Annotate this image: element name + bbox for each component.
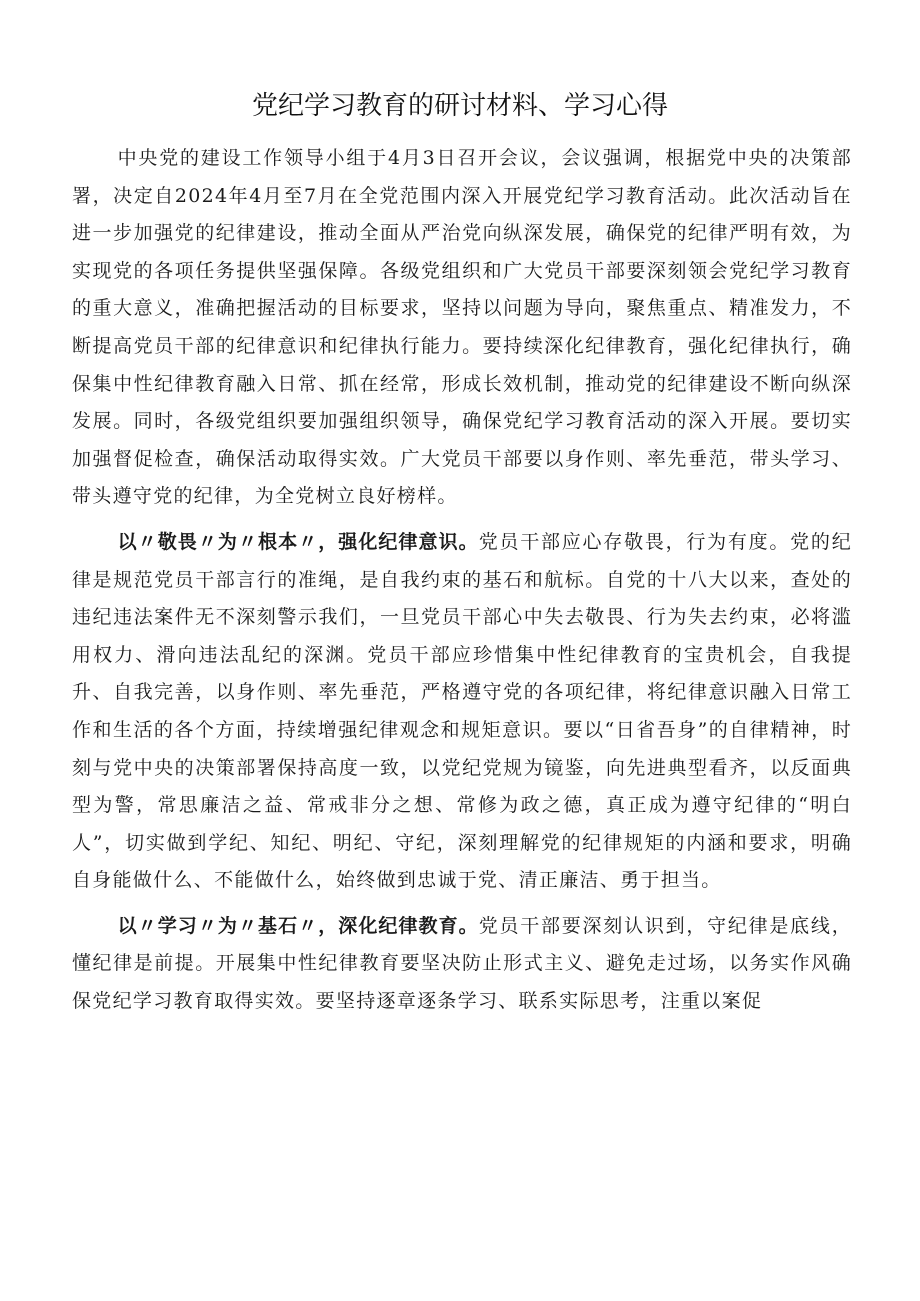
paragraph-lead-heading: 以〃学习〃为〃基石〃，深化纪律教育。 [117, 914, 479, 937]
paragraph-text: 中央党的建设工作领导小组于4月3日召开会议，会议强调，根据党中央的决策部署，决定自2024年4月至7月在全党范围内深入开展党纪学习教育活动。此次活动旨在进一步加强党的纪律建设，推动全面从严治党向纵深发展，确保党的纪律严明有效，为实现党的各项任务提供坚强保障。各级党组织和广大党员干部要深刻领会党纪学习教育的重大意义，准确把握活动的目标要求，坚持以问题为导向，聚焦重点、精准发力，不断提高党员干部的纪律意识和纪律执行能力。要持续深化纪律教育，强化纪律执行，确保集中性纪律教育融入日常、抓在经常，形成长效机制，推动党的纪律建设不断向纵深发展。同时，各级党组织要加强组织领导，确保党纪学习教育活动的深入开展。要切实加强督促检查，确保活动取得实效。广大党员干部要以身作则、率先垂范，带头学习、带头遵守党的纪律，为全党树立良好榜样。 [72, 147, 852, 508]
paragraph-text: 党员干部应心存敬畏，行为有度。党的纪律是规范党员干部言行的准绳，是自我约束的基石和航标。自党的十八大以来，查处的违纪违法案件无不深刻警示我们，一旦党员干部心中失去敬畏、行为失去约束，必将滥用权力、滑向违法乱纪的深渊。党员干部应珍惜集中性纪律教育的宝贵机会，自我提升、自我完善，以身作则、率先垂范，严格遵守党的各项纪律，将纪律意识融入日常工作和生活的各个方面，持续增强纪律观念和规矩意识。要以“日省吾身”的自律精神，时刻与党中央的决策部署保持高度一致，以党纪党规为镜鉴，向先进典型看齐，以反面典型为警，常思廉洁之益、常戒非分之想、常修为政之德，真正成为遵守纪律的“明白人”，切实做到学纪、知纪、明纪、守纪，深刻理解党的纪律规矩的内涵和要求，明确自身能做什么、不能做什么，始终做到忠诚于党、清正廉洁、勇于担当。 [72, 530, 852, 892]
document-body [72, 140, 852, 1029]
paragraph-section-study [72, 908, 852, 1021]
document-title: 党纪学习教育的研讨材料、学习心得 [251, 91, 668, 121]
paragraph-intro [72, 140, 852, 516]
paragraph-section-awe [72, 524, 852, 900]
paragraph-lead-heading: 以〃敬畏〃为〃根本〃，强化纪律意识。 [117, 530, 479, 553]
paragraph-text: 党员干部要深刻认识到，守纪律是底线，懂纪律是前提。开展集中性纪律教育要坚决防止形式主义、避免走过场，以务实作风确保党纪学习教育取得实效。要坚持逐章逐条学习、联系实际思考，注重以案促 [72, 914, 852, 1013]
